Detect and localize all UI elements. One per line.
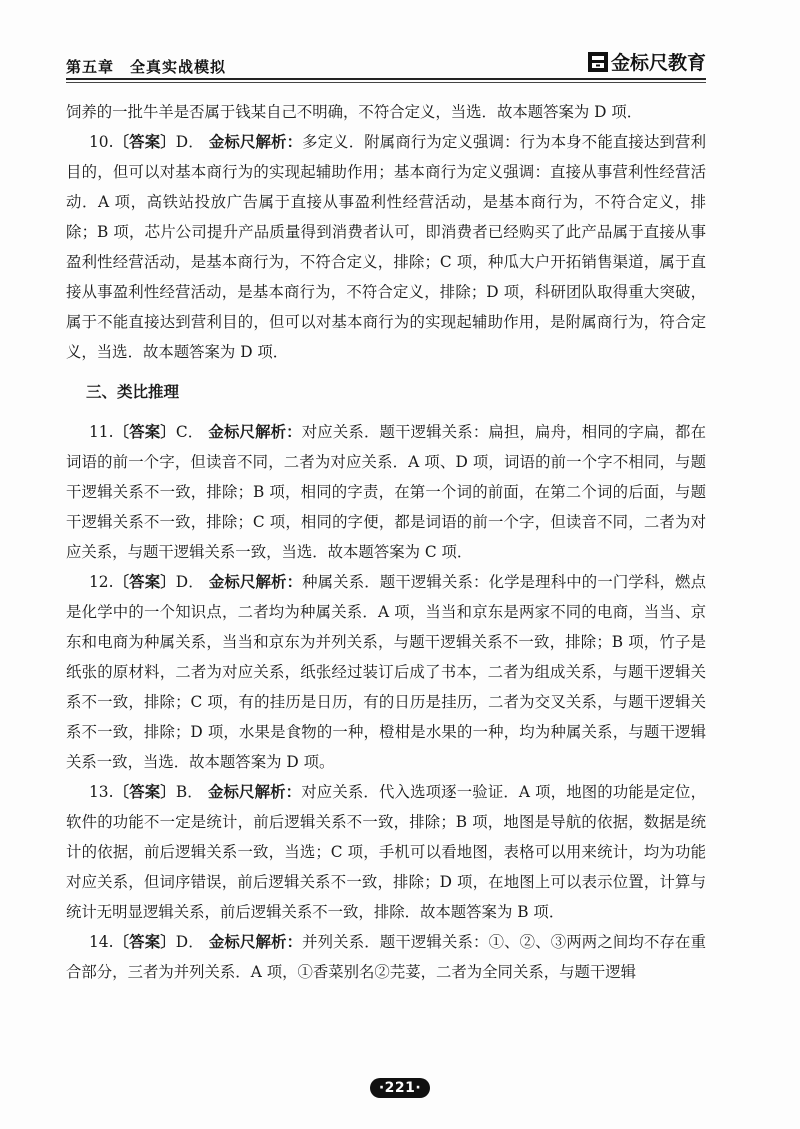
- answer-number: 14.: [89, 933, 114, 951]
- answer-number: 13.: [89, 783, 114, 801]
- logo-text: 金标尺教育: [610, 52, 706, 74]
- answer-10: [66, 127, 706, 367]
- analysis-text: 并列关系．题干逻辑关系：①、②、③两两之间均不存在重合部分，三者为并列关系．A 项，①香菜别名②芫荽，二者为全同关系，与题干逻辑: [66, 933, 706, 981]
- answer-label: 〔答案〕: [113, 933, 176, 951]
- analysis-source: 金标尺解析：: [208, 133, 303, 151]
- answer-14: [66, 927, 706, 987]
- answer-11: [66, 417, 706, 567]
- answer-label: 〔答案〕: [113, 573, 176, 591]
- header-rule-thin: [66, 82, 706, 83]
- analysis-source: 金标尺解析：: [207, 783, 302, 801]
- page-body: [66, 97, 706, 987]
- page-footer: [0, 1078, 800, 1098]
- answer-number: 11.: [89, 423, 114, 441]
- answer-letter: D．: [175, 573, 204, 591]
- chapter-title: 第五章 全真实战模拟: [66, 58, 227, 76]
- answer-12: [66, 567, 706, 777]
- answer-letter: D．: [175, 133, 204, 151]
- publisher-logo: [588, 48, 706, 75]
- header-rule: [66, 78, 706, 80]
- paragraph-continuation: 饲养的一批牛羊是否属于钱某自己不明确，不符合定义，当选．故本题答案为 D 项．: [66, 103, 643, 121]
- answer-number: 12.: [89, 573, 114, 591]
- analysis-source: 金标尺解析：: [208, 423, 302, 441]
- section-heading: 三、类比推理: [86, 383, 180, 401]
- page-header: [66, 44, 706, 82]
- analysis-text: 多定义．附属商行为定义强调：行为本身不能直接达到营利目的，但可以对基本商行为的实现起辅助作用；基本商行为定义强调：直接从事营利性经营活动．A 项，高铁站投放广告属于直接从事盈利性经营活动，是基本商行为，不符合定义，排除；B 项，芯片公司提升产品质量得到消费者认可，即消费者已经购买了此产品属于直接从事盈利性经营活动，是基本商行为，不符合定义，排除；C 项，种瓜大户开拓销售渠道，属于直接从事盈利性经营活动，是基本商行为，不符合定义，排除；D 项，科研团队取得重大突破，属于不能直接达到营利目的，但可以对基本商行为的实现起辅助作用，是附属商行为，符合定义，当选．故本题答案为 D 项．: [66, 133, 706, 361]
- answer-13: [66, 777, 706, 927]
- analysis-source: 金标尺解析：: [208, 573, 303, 591]
- answer-letter: B．: [175, 783, 203, 801]
- answer-number: 10.: [89, 133, 114, 151]
- analysis-text: 对应关系．题干逻辑关系：扁担，扁舟，相同的字扁，都在词语的前一个字，但读音不同，二者为对应关系．A 项、D 项，词语的前一个字不相同，与题干逻辑关系不一致，排除；B 项，相同的字责，在第一个词的前面，在第二个词的后面，与题干逻辑关系不一致，排除；C 项，相同的字便，都是词语的前一个字，但读音不同，二者为对应关系，与题干逻辑关系一致，当选．故本题答案为 C 项．: [66, 423, 706, 561]
- analysis-source: 金标尺解析：: [208, 933, 303, 951]
- logo-icon: [588, 52, 608, 72]
- answer-label: 〔答案〕: [113, 133, 176, 151]
- answer-letter: D．: [175, 933, 204, 951]
- analysis-text: 对应关系．代入选项逐一验证．A 项，地图的功能是定位，软件的功能不一定是统计，前后逻辑关系不一致，排除；B 项，地图是导航的依据，数据是统计的依据，前后逻辑关系一致，当选；C 项，手机可以看地图，表格可以用来统计，均为功能对应关系，但词序错误，前后逻辑关系不一致，排除；D 项，在地图上可以表示位置，计算与统计无明显逻辑关系，前后逻辑关系不一致，排除．故本题答案为 B 项．: [66, 783, 706, 921]
- answer-label: 〔答案〕: [113, 783, 176, 801]
- analysis-text: 种属关系．题干逻辑关系：化学是理科中的一门学科，燃点是化学中的一个知识点，二者均为种属关系．A 项，当当和京东是两家不同的电商，当当、京东和电商为种属关系，当当和京东为并列关系，与题干逻辑关系不一致，排除；B 项，竹子是纸张的原材料，二者为对应关系，纸张经过装订后成了书本，二者为组成关系，与题干逻辑关系不一致，排除；C 项，有的挂历是日历，有的日历是挂历，二者为交叉关系，与题干逻辑关系不一致，排除；D 项，水果是食物的一种，橙柑是水果的一种，均为种属关系，与题干逻辑关系一致，当选．故本题答案为 D 项。: [66, 573, 706, 771]
- answer-label: 〔答案〕: [113, 423, 176, 441]
- answer-letter: C．: [175, 423, 204, 441]
- page-number: ·221·: [370, 1078, 430, 1098]
